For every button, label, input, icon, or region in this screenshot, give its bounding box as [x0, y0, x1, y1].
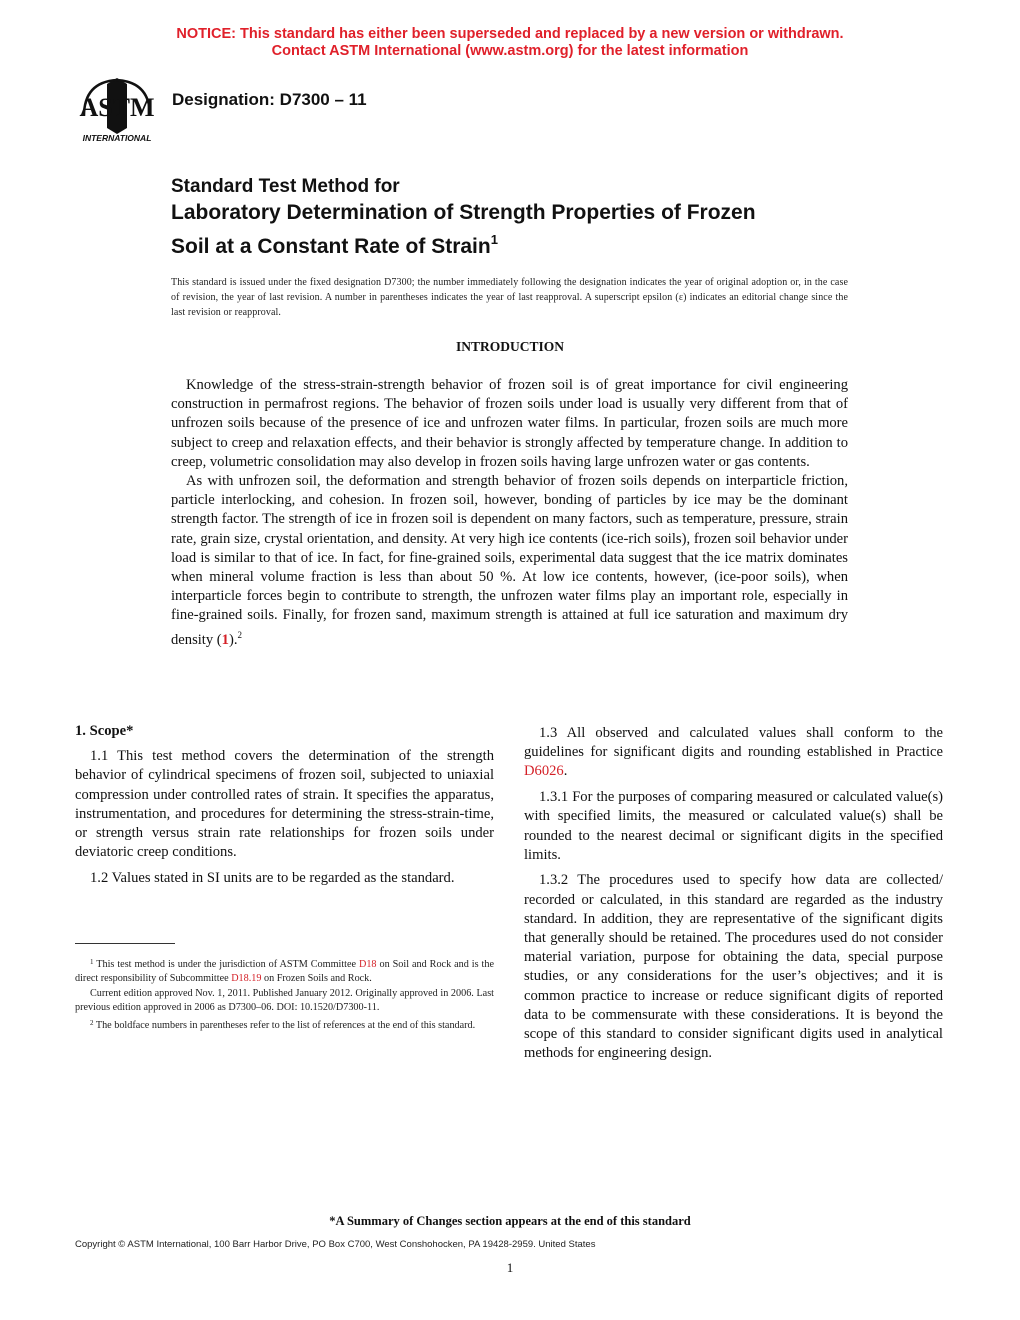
title-line-3-text: Soil at a Constant Rate of Strain [171, 235, 491, 258]
footnotes [75, 955, 494, 1033]
footnote-mark-2: 2 [237, 629, 242, 640]
issued-note: This standard is issued under the fixed designation D7300; the number immediately following the designation indicates the year of original adoption or, in the case of revision, the year of last revision. A number in parentheses indicates the year of last reapproval. A superscript epsilon (ε) indicates an editorial change since the last revision or reapproval. [171, 277, 848, 318]
section-1-3 [524, 724, 943, 782]
summary-of-changes-note: *A Summary of Changes section appears at the end of this standard [329, 1214, 691, 1228]
footnote-1-text-b: on Soil and Rock and is the direct responsibility of Subcommittee [75, 959, 494, 985]
title-line-3 [171, 226, 871, 260]
page-number: 1 [506, 1260, 514, 1275]
footnote-2-mark: 2 [90, 1018, 94, 1027]
logo-text: ASTM [79, 93, 155, 122]
copyright: Copyright © ASTM International, 100 Barr Harbor Drive, PO Box C700, West Conshohocken, PA 19428-2959. United States [75, 1239, 596, 1250]
introduction-body [171, 376, 848, 650]
footnote-2 [75, 1016, 494, 1033]
notice-line-2: Contact ASTM International (www.astm.org) for the latest information [271, 43, 749, 59]
section-1-3-text: 1.3 All observed and calculated values shall conform to the guidelines for significant digits and rounding established in Practice [524, 725, 943, 761]
section-1-3-2: 1.3.2 The procedures used to specify how data are collected/ recorded or calculated, in this standard are regarded as the industry standard. In addition, they are representative of the significant digits that generally should be retained. The procedures used do not consider material variation, purpose for obtaining the data, special purpose studies, or any considerations for the user’s objectives; and it is common practice to increase or reduce significant digits of reported data to be commensurate with these considerations. It is beyond the scope of this standard to consider significant digits used in analytical methods for engineering design. [524, 872, 943, 1062]
section-1-1: 1.1 This test method covers the determination of the strength behavior of cylindrical specimens of frozen soil, subjected to uniaxial compression under controlled rates of strain. It specifies the apparatus, instrumentation, and procedures for determining the stress-strain-time, or strength versus strain rate relationships for frozen soils under deviatoric creep conditions. [75, 748, 494, 861]
practice-d6026-link[interactable]: D6026 [524, 763, 564, 780]
scope-heading: 1. Scope* [75, 723, 134, 739]
subcommittee-d18-19-link[interactable]: D18.19 [231, 973, 262, 985]
logo-subtext: INTERNATIONAL [82, 133, 152, 143]
footnote-1 [75, 955, 494, 987]
footnote-divider [75, 943, 175, 944]
intro-paragraph-2-end: ). [228, 631, 238, 648]
notice-line-1: NOTICE: This standard has either been superseded and replaced by a new version or withdrawn. [176, 26, 844, 42]
title-line-1: Standard Test Method for [171, 176, 400, 197]
section-1-2: 1.2 Values stated in SI units are to be regarded as the standard. [90, 869, 455, 886]
designation: Designation: D7300 – 11 [172, 90, 367, 109]
left-column [75, 722, 494, 895]
intro-paragraph-1: Knowledge of the stress-strain-strength behavior of frozen soil is of great importance for civil engineering construction in permafrost regions. The behavior of frozen soils under load is usually very different from that of unfrozen soils because of the presence of ice and unfrozen water films. In particular, frozen soils are much more subject to creep and relaxation effects, and their behavior is strongly affected by temperature change. In addition to creep, volumetric consolidation may also develop in frozen soils having large unfrozen water or gas contents. [171, 377, 848, 470]
footnote-2-text: The boldface numbers in parentheses refer to the list of references at the end of this standard. [93, 1019, 476, 1031]
footnote-1-mark: 1 [90, 958, 94, 966]
intro-paragraph-2 [171, 472, 848, 650]
intro-paragraph-2-text: As with unfrozen soil, the deformation and strength behavior of frozen soils depends on interparticle friction, particle interlocking, and cohesion. In frozen soil, however, bonding of particles by ice may be the dominant strength factor. The strength of ice in frozen soil is dependent on many factors, such as temperature, pressure, strain rate, grain size, crystal orientation, and density. At very high ice contents (ice-rich soils), frozen soil behavior under load is similar to that of ice. In fact, for fine-grained soils, experimental data suggest that the ice matrix dominates when mineral volume fraction is less than about 50 %. At low ice contents, however, (ice-poor soils), when interparticle forces begin to contribute to strength, the unfrozen water films play an important role, especially in fine-grained soils. Finally, for frozen sand, maximum strength is attained at full ice saturation and maximum dry density ( [171, 473, 848, 648]
footnote-1-edition: Current edition approved Nov. 1, 2011. Published January 2012. Originally approved in 2006. Last previous edition approved in 2006 as D7300–06. DOI: 10.1520/D7300-11. [75, 987, 494, 1014]
right-column [524, 724, 943, 1070]
section-1-3-end: . [563, 763, 568, 780]
footnote-1-text-a: This test method is under the jurisdiction of ASTM Committee [93, 959, 359, 970]
title-line-2: Laboratory Determination of Strength Properties of Frozen [171, 201, 756, 224]
astm-logo [74, 72, 160, 144]
withdrawal-notice [0, 26, 1020, 60]
section-1-3-1: 1.3.1 For the purposes of comparing measured or calculated value(s) with specified limits, the measured or calculated value(s) shall be rounded to the nearest decimal or significant digits in the specified limits. [524, 789, 943, 863]
document-title [171, 175, 871, 260]
reference-link-1[interactable]: 1 [221, 631, 229, 648]
introduction-heading: INTRODUCTION [455, 339, 564, 354]
footnote-1-text-c: on Frozen Soils and Rock. [261, 973, 372, 985]
committee-d18-link[interactable]: D18 [358, 959, 377, 970]
title-footnote-mark: 1 [490, 232, 498, 247]
